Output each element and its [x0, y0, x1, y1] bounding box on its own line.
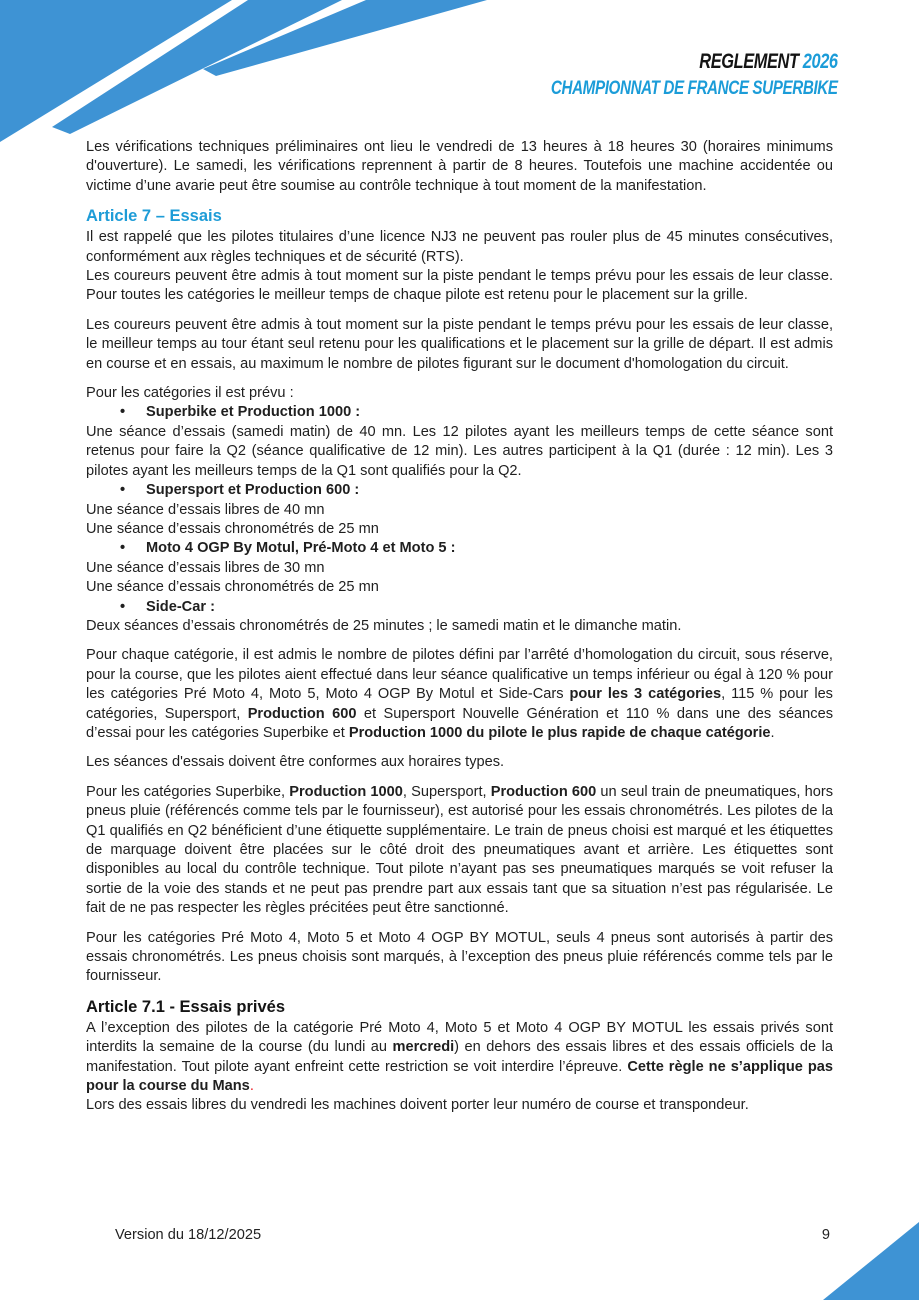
text-run: Les coureurs peuvent être admis à tout moment sur la piste pendant le temps prévu pour les essais de leur classe, le meilleur temps au tour étant seul retenu pour les qualifications et le placement sur la grille de départ. Il est admis en course et en essais, au maximum le nombre de pilotes figurant sur le document d'homologation du circuit.: [86, 316, 833, 372]
doc-paragraph: [86, 138, 833, 196]
doc-paragraph: [86, 559, 833, 578]
doc-paragraph: [86, 423, 833, 481]
bullet-label: Side-Car :: [146, 598, 215, 615]
header-subtitle: CHAMPIONNAT DE FRANCE SUPERBIKE: [551, 77, 838, 99]
text-run: Pour les catégories Pré Moto 4, Moto 5 et Moto 4 OGP BY MOTUL, seuls 4 pneus sont autorisés à partir des essais chronométrés. Les pneus choisis sont marqués, à l’exception des pneus pluie référencés comme tels par le fournisseur.: [86, 929, 833, 985]
text-run: Production 600: [247, 705, 357, 722]
text-run: Lors des essais libres du vendredi les machines doivent porter leur numéro de course et transpondeur.: [86, 1097, 749, 1114]
doc-bullet-item: [120, 539, 833, 558]
footer-version-label: Version du 18/12/2025: [115, 1227, 262, 1243]
text-run: Une séance d’essais (samedi matin) de 40 mn. Les 12 pilotes ayant les meilleurs temps de cette séance sont retenus pour faire la Q2 (séance qualificative de 12 min). Les autres participent à la Q1 (durée : 12 min). Les 3 pilotes ayant les meilleurs temps de la Q1 sont qualifiés pour la Q2.: [86, 423, 833, 479]
doc-bullet-item: [120, 598, 833, 617]
text-run: Les séances d'essais doivent être conformes aux horaires types.: [86, 754, 505, 771]
text-run: .: [249, 1078, 254, 1095]
text-run: , Supersport,: [402, 783, 491, 800]
doc-paragraph: [86, 1096, 833, 1115]
text-run: Les vérifications techniques préliminaires ont lieu le vendredi de 13 heures à 18 heures 30 (horaires minimums d'ouverture). Le samedi, les vérifications reprennent à partir de 8 heures. Toutefois une machine accidentée ou victime d’une avarie peut être soumise au contrôle technique à tout moment de la manifestation.: [86, 139, 833, 194]
header-title-line: [551, 50, 838, 74]
bullet-marker: •: [120, 540, 126, 557]
bullet-label: Superbike et Production 1000 :: [146, 404, 361, 421]
document-body: [86, 138, 833, 1116]
text-run: Production 1000: [289, 783, 403, 800]
doc-paragraph: [86, 783, 833, 919]
doc-paragraph: [86, 520, 833, 539]
brand-swoosh-decoration: [0, 0, 490, 145]
text-run: Les coureurs peuvent être admis à tout moment sur la piste pendant le temps prévu pour les essais de leur classe. Pour toutes les catégories le meilleur temps de chaque pilote est retenu pour le placement sur la grille.: [86, 268, 833, 304]
bullet-label: Supersport et Production 600 :: [146, 482, 360, 499]
text-run: ) en dehors des essais libres et des essais officiels de la manifestation. Tout pilote ayant enfreint cette restriction se voit interdire l’épreuve.: [86, 1039, 834, 1075]
text-run: Cette règle ne s’applique pas pour la course du Mans: [86, 1058, 833, 1095]
bullet-marker: •: [120, 598, 126, 615]
text-run: Pour chaque catégorie, il est admis le nombre de pilotes défini par l’arrêté d’homologation du circuit, sous réserve, pour la course, que les pilotes aient effectué dans leur séance qualificative un temps inférieur ou égal à 120 % pour les catégories Pré Moto 4, Moto 5, Moto 4 OGP By Motul et Side-Cars: [86, 647, 833, 703]
footer-page-number: 9: [821, 1227, 830, 1243]
doc-paragraph: [86, 501, 833, 520]
text-run: Une séance d’essais libres de 30 mn: [86, 559, 325, 576]
text-run: Une séance d’essais chronométrés de 25 mn: [86, 520, 379, 537]
report-header: [470, 50, 838, 100]
header-title-year: 2026: [803, 50, 838, 73]
text-run: et Supersport Nouvelle Génération et 110 % dans une des séances d’essai pour les catégories Superbike et: [86, 705, 834, 741]
text-run: Pour les catégories Superbike,: [86, 783, 290, 800]
doc-paragraph: [86, 1019, 833, 1097]
bullet-label: Moto 4 OGP By Motul, Pré-Moto 4 et Moto 5 :: [146, 540, 456, 557]
doc-paragraph: [86, 384, 833, 403]
doc-paragraph: [86, 617, 833, 636]
text-run: Pour les catégories il est prévu :: [86, 385, 294, 402]
text-run: A l’exception des pilotes de la catégorie Pré Moto 4, Moto 5 et Moto 4 OGP BY MOTUL les essais privés sont interdits la semaine de la course (du lundi au: [86, 1019, 833, 1056]
text-run: pour les 3 catégories: [569, 686, 722, 703]
page-footer: [115, 1227, 830, 1243]
doc-paragraph: [86, 929, 833, 987]
doc-paragraph: [86, 578, 833, 597]
text-run: , 115 % pour les catégories, Supersport,: [86, 686, 833, 722]
section-heading: Article 7.1 - Essais privés: [86, 997, 286, 1016]
text-run: Il est rappelé que les pilotes titulaires d’une licence NJ3 ne peuvent pas rouler plus de 45 minutes consécutives, conformément aux règles techniques et de sécurité (RTS).: [86, 229, 833, 265]
text-run: Production 1000 du pilote le plus rapide de chaque catégorie: [348, 724, 771, 741]
doc-paragraph: [86, 228, 833, 267]
text-run: .: [770, 724, 775, 741]
doc-paragraph: [86, 267, 833, 306]
text-run: Une séance d’essais libres de 40 mn: [86, 501, 325, 518]
bullet-marker: •: [120, 404, 126, 421]
doc-paragraph: [86, 316, 833, 374]
text-run: Une séance d’essais chronométrés de 25 mn: [86, 579, 379, 596]
section-heading: Article 7 – Essais: [86, 207, 222, 226]
text-run: un seul train de pneumatiques, hors pneus pluie (référencés comme tels par le fournisseur), est autorisé pour les essais chronométrés. Les pilotes de la Q1 qualifiés en Q2 bénéficient d’une étiquette supplémentaire. Le train de pneus choisi est marqué et les étiquettes de marquage doivent être placées sur le côté droit des pneumatiques avant et arrière. Les étiquettes sont disponibles au local du contrôle technique. Tout pilote n’ayant pas ses pneumatiques marqués se voit refuser la sortie de la voie des stands et ne peut pas prendre part aux essais tant que sa situation n’est pas régularisée. Le fait de ne pas respecter les règles précitées peut être sanctionné.: [86, 783, 833, 917]
doc-bullet-item: [120, 481, 833, 500]
text-run: Deux séances d’essais chronométrés de 25 minutes ; le samedi matin et le dimanche matin.: [86, 617, 682, 634]
corner-triangle-decoration: [823, 1222, 919, 1300]
text-run: Production 600: [490, 783, 597, 800]
doc-paragraph: [86, 646, 833, 743]
bullet-marker: •: [120, 482, 126, 499]
doc-paragraph: [86, 753, 833, 772]
text-run: mercredi: [392, 1039, 455, 1056]
doc-bullet-item: [120, 403, 833, 422]
header-title-black: REGLEMENT: [699, 50, 799, 73]
